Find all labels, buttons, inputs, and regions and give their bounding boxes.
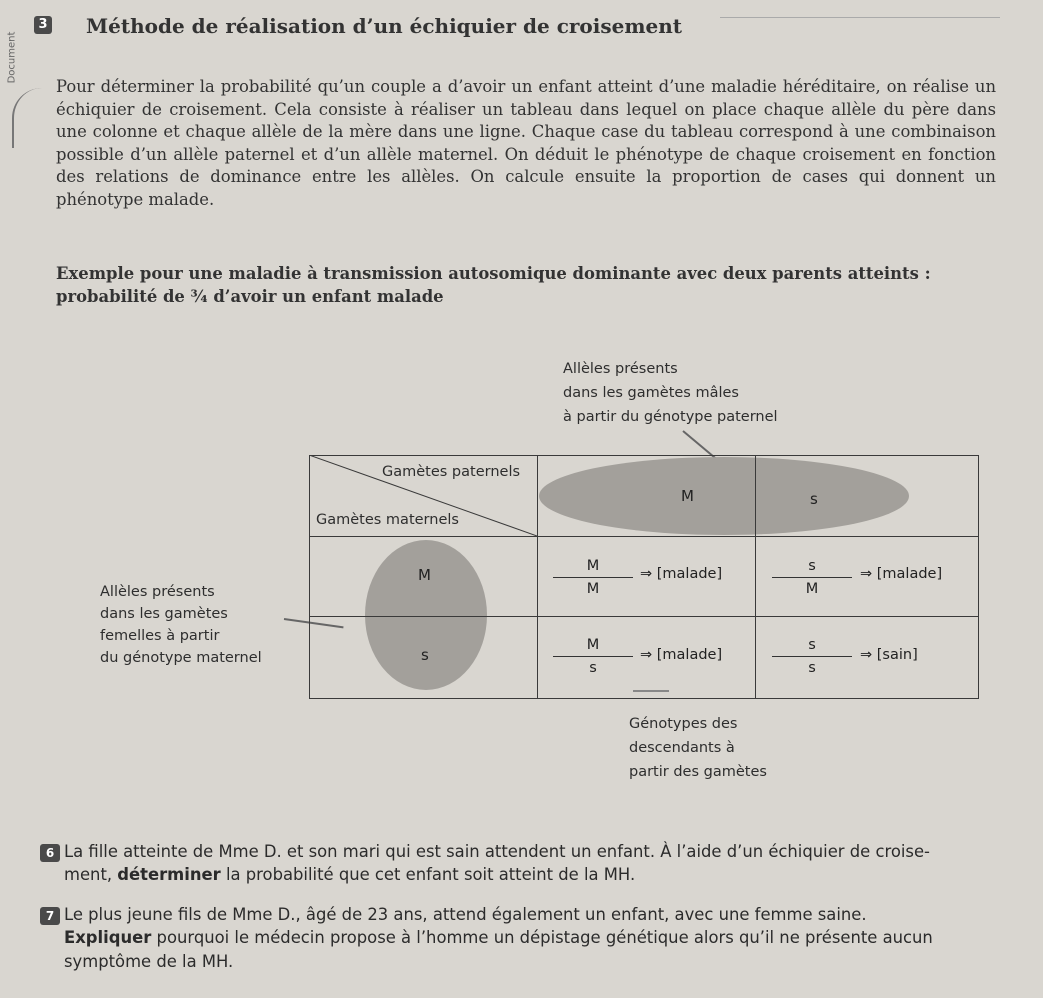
question-6-line-2-prefix: ment, [64, 865, 118, 884]
intro-paragraph: Pour déterminer la probabilité qu’un couple a d’avoir un enfant atteint d’une maladie héréditaire, on réalise un échiquier de croisement. Cela consiste à réaliser un tableau dans lequel on place chaque allèle du père dans une colonne et chaque allèle de la mère dans une ligne. Chaque case du tableau correspond à une combinaison possible d’un allèle paternel et d’un allèle maternel. On déduit le phénotype de chaque croisement en fonction des relations de dominance entre les allèles. On calcule ensuite la proportion de cases qui donnent un phénotype malade. [56, 77, 996, 209]
side-label: Document [6, 31, 18, 84]
genotype-cell-3-numerator: M [586, 637, 600, 653]
fraction-bar [772, 577, 852, 578]
fraction-bar [553, 577, 633, 578]
genotype-cell-4 [772, 636, 852, 677]
document-title: Méthode de réalisation d’un échiquier de croisement [86, 14, 682, 38]
genotype-cell-2 [772, 557, 852, 598]
header-maternal: Gamètes maternels [316, 512, 459, 528]
phenotype-cell-1 [640, 566, 722, 582]
top-caption-line-2: dans les gamètes mâles [563, 385, 739, 401]
fraction-bar [772, 656, 852, 657]
phenotype-cell-4 [860, 647, 918, 663]
phenotype-cell-3 [640, 647, 722, 663]
question-7-line-1: Le plus jeune fils de Mme D., âgé de 23 ans, attend également un enfant, avec une femme saine. [64, 905, 867, 924]
grid-vline-2 [755, 455, 756, 698]
left-caption-line-1: Allèles présents [100, 584, 215, 600]
document-number-badge: 3 [34, 16, 52, 34]
genotype-cell-1-numerator: M [586, 558, 600, 574]
paternal-allele-2: s [810, 490, 818, 508]
question-7-line-2 [64, 926, 933, 949]
genotype-cell-3-denominator: s [589, 660, 597, 676]
genotype-cell-3 [553, 636, 633, 677]
phenotype-cell-2-label: [malade] [876, 566, 943, 582]
phenotype-cell-3-label: [malade] [656, 647, 723, 663]
genotype-cell-4-denominator: s [808, 660, 816, 676]
phenotype-cell-4-label: [sain] [876, 647, 918, 663]
top-caption-line-3: à partir du génotype paternel [563, 409, 778, 425]
margin-curve [12, 88, 44, 148]
left-caption-line-4: du génotype maternel [100, 650, 262, 666]
bottom-caption-line-1: Génotypes des [629, 716, 738, 732]
implies-arrow: ⇒ [640, 566, 653, 582]
question-6-line-2 [64, 863, 635, 886]
header-paternal: Gamètes paternels [382, 464, 521, 480]
left-caption-line-3: femelles à partir [100, 628, 220, 644]
question-7-badge: 7 [40, 907, 60, 925]
phenotype-cell-1-label: [malade] [656, 566, 723, 582]
top-caption-line-1: Allèles présents [563, 361, 678, 377]
implies-arrow: ⇒ [860, 566, 873, 582]
left-caption-line-2: dans les gamètes [100, 606, 228, 622]
phenotype-cell-2 [860, 566, 942, 582]
question-7-line-2-suffix: pourquoi le médecin propose à l’homme un dépistage génétique alors qu’il ne présente aucun [151, 928, 933, 947]
bottom-caption-line-3: partir des gamètes [629, 764, 767, 780]
question-7-verb: Expliquer [64, 928, 152, 947]
genotype-cell-4-numerator: s [808, 637, 816, 653]
maternal-allele-1: M [418, 566, 431, 584]
question-6-line-2-suffix: la probabilité que cet enfant soit atteint de la MH. [220, 865, 636, 884]
grid-vline-1 [537, 455, 538, 698]
question-6-line-1: La fille atteinte de Mme D. et son mari qui est sain attendent un enfant. À l’aide d’un échiquier de croise- [64, 842, 930, 861]
example-title: Exemple pour une maladie à transmission autosomique dominante avec deux parents atteints : probabilité de ¾ d’avoir un enfant malade [56, 264, 931, 306]
implies-arrow: ⇒ [860, 647, 873, 663]
paternal-allele-1: M [681, 487, 694, 505]
bottom-caption-line-2: descendants à [629, 740, 735, 756]
question-6-badge: 6 [40, 844, 60, 862]
genotype-cell-1 [553, 557, 633, 598]
genotype-cell-2-denominator: M [805, 581, 819, 597]
genotype-cell-1-denominator: M [586, 581, 600, 597]
question-7-line-3: symptôme de la MH. [64, 952, 234, 971]
grid-hline-2 [309, 616, 978, 617]
genotype-cell-2-numerator: s [808, 558, 816, 574]
implies-arrow: ⇒ [640, 647, 653, 663]
maternal-allele-2: s [421, 646, 429, 664]
question-6-verb: déterminer [117, 865, 221, 884]
grid-hline-1 [309, 536, 978, 537]
title-rule [720, 17, 1000, 18]
fraction-bar [553, 656, 633, 657]
